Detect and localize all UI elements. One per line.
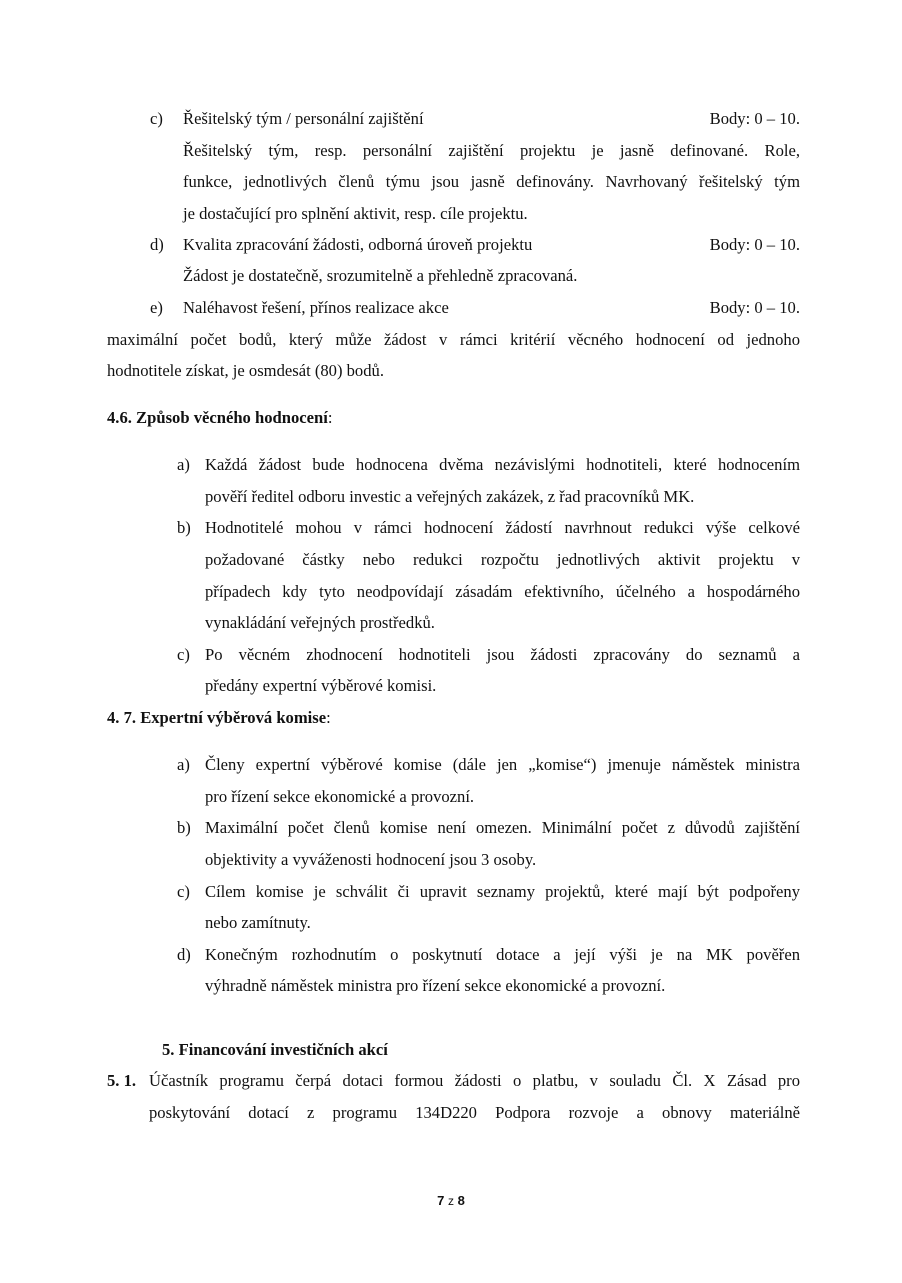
- summary-line-1: maximální počet bodů, který může žádost v rámci kritérií věcného hodnocení od jednoho: [107, 330, 800, 349]
- section-4-7-item-d-label: d): [177, 945, 191, 964]
- section-4-6-item-b-label: b): [177, 518, 191, 537]
- section-4-6-item-b-line-3: případech kdy tyto neodpovídají zásadám efektivního, účelného a hospodárného: [205, 582, 800, 601]
- section-4-6-item-b-line-2: požadované částky nebo redukci rozpočtu jednotlivých aktivit projektu v: [205, 550, 800, 569]
- page-total: 8: [457, 1193, 465, 1208]
- section-4-7-item-d-line-2: výhradně náměstek ministra pro řízení sekce ekonomické a provozní.: [205, 976, 666, 995]
- criterion-c-line-2: funkce, jednotlivých členů týmu jsou jasně definovány. Navrhovaný řešitelský tým: [183, 172, 800, 191]
- criterion-c-line-3: je dostačující pro splnění aktivit, resp. cíle projektu.: [183, 204, 528, 223]
- section-4-6-heading: [107, 408, 332, 428]
- page-number: [0, 1193, 902, 1208]
- section-4-7-heading: [107, 708, 331, 728]
- section-4-7-item-b-label: b): [177, 818, 191, 837]
- section-4-6-heading-colon: :: [327, 408, 333, 427]
- section-4-6-item-b-line-4: vynakládání veřejných prostředků.: [205, 613, 435, 632]
- section-4-6-item-c-label: c): [177, 645, 190, 664]
- section-4-7-item-a-label: a): [177, 755, 190, 774]
- criterion-c-label: c): [150, 109, 163, 128]
- section-4-6-item-c-line-1: Po věcném zhodnocení hodnotiteli jsou žádosti zpracovány do seznamů a: [205, 645, 800, 664]
- criterion-d-points: Body: 0 – 10.: [709, 235, 800, 254]
- criterion-c-title: Řešitelský tým / personální zajištění: [183, 109, 424, 128]
- summary-line-2: hodnotitele získat, je osmdesát (80) bodů.: [107, 361, 384, 380]
- section-4-6-item-a-line-2: pověří ředitel odboru investic a veřejných zakázek, z řad pracovníků MK.: [205, 487, 695, 506]
- section-4-7-item-c-label: c): [177, 882, 190, 901]
- section-4-7-item-b-line-2: objektivity a vyváženosti hodnocení jsou 3 osoby.: [205, 850, 537, 869]
- criterion-e-title: Naléhavost řešení, přínos realizace akce: [183, 298, 449, 317]
- section-4-7-item-c-line-1: Cílem komise je schválit či upravit seznamy projektů, které mají být podpořeny: [205, 882, 800, 901]
- section-4-7-item-c-line-2: nebo zamítnuty.: [205, 913, 311, 932]
- section-4-7-item-d-line-1: Konečným rozhodnutím o poskytnutí dotace a její výši je na MK pověřen: [205, 945, 800, 964]
- page-separator: z: [448, 1194, 454, 1208]
- section-4-7-item-a-line-1: Členy expertní výběrové komise (dále jen „komise“) jmenuje náměstek ministra: [205, 755, 800, 774]
- section-5-1-line-2: poskytování dotací z programu 134D220 Podpora rozvoje a obnovy materiálně: [149, 1103, 800, 1122]
- section-4-6-item-a-label: a): [177, 455, 190, 474]
- section-4-7-heading-text: 4. 7. Expertní výběrová komise: [107, 708, 327, 727]
- section-4-6-heading-text: 4.6. Způsob věcného hodnocení: [107, 408, 328, 427]
- section-4-6-item-b-line-1: Hodnotitelé mohou v rámci hodnocení žádostí navrhnout redukci výše celkové: [205, 518, 800, 537]
- page-current: 7: [437, 1193, 445, 1208]
- criterion-d-line-1: Žádost je dostatečně, srozumitelně a přehledně zpracovaná.: [183, 266, 578, 285]
- criterion-e-points: Body: 0 – 10.: [709, 298, 800, 317]
- section-4-7-item-a-line-2: pro řízení sekce ekonomické a provozní.: [205, 787, 475, 806]
- criterion-e-label: e): [150, 298, 163, 317]
- section-4-6-item-c-line-2: předány expertní výběrové komisi.: [205, 676, 437, 695]
- section-5-heading: 5. Financování investičních akcí: [162, 1040, 388, 1059]
- criterion-c-points: Body: 0 – 10.: [709, 109, 800, 128]
- section-5-1-label: 5. 1.: [107, 1071, 137, 1090]
- section-4-7-heading-colon: :: [326, 708, 331, 727]
- section-4-6-item-a-line-1: Každá žádost bude hodnocena dvěma nezávislými hodnotiteli, které hodnocením: [205, 455, 800, 474]
- section-5-1-line-1: Účastník programu čerpá dotaci formou žádosti o platbu, v souladu Čl. X Zásad pro: [149, 1071, 800, 1090]
- section-4-7-item-b-line-1: Maximální počet členů komise není omezen. Minimální počet z důvodů zajištění: [205, 818, 800, 837]
- criterion-d-title: Kvalita zpracování žádosti, odborná úroveň projektu: [183, 235, 533, 254]
- criterion-c-line-1: Řešitelský tým, resp. personální zajištění projektu je jasně definované. Role,: [183, 141, 800, 160]
- criterion-d-label: d): [150, 235, 164, 254]
